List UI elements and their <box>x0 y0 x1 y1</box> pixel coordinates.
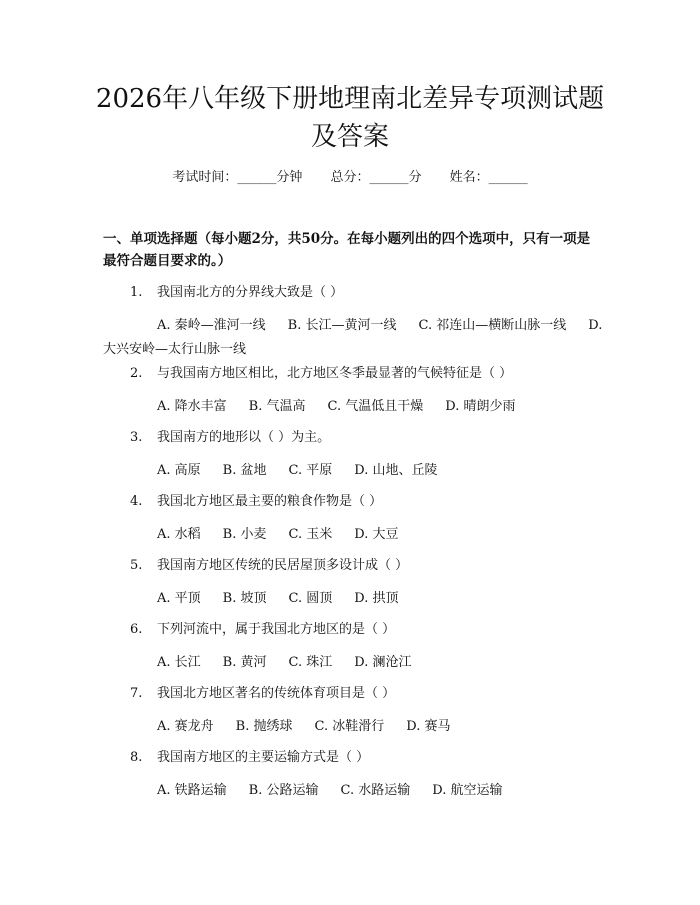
page-title: 2026年八年级下册地理南北差异专项测试题及答案 <box>95 84 605 152</box>
option-c: C. 冰鞋滑行 <box>314 719 385 734</box>
question-text: 我国南方地区传统的民居屋顶多设计成（ ） <box>157 558 409 573</box>
option-a: A. 铁路运输 <box>157 783 227 798</box>
question-6 <box>103 619 603 675</box>
question-text: 我国南方地区的主要运输方式是（ ） <box>157 750 370 765</box>
question-3 <box>103 427 603 483</box>
option-b: B. 抛绣球 <box>235 719 293 734</box>
question-options <box>103 587 603 611</box>
option-a: A. 水稻 <box>157 527 201 542</box>
question-stem <box>103 619 603 641</box>
option-c: C. 珠江 <box>288 655 333 670</box>
question-options <box>103 395 603 419</box>
question-number: 4. <box>130 494 143 509</box>
student-name: 姓名：______ <box>449 170 528 185</box>
option-b: B. 盆地 <box>222 463 267 478</box>
option-b: B. 长江—黄河一线 <box>287 318 397 333</box>
option-d: D. 澜沧江 <box>354 655 412 670</box>
question-text: 我国南北方的分界线大致是（ ） <box>157 285 344 300</box>
question-stem <box>103 747 603 769</box>
question-options <box>103 314 603 362</box>
question-options <box>103 715 603 739</box>
question-1 <box>103 282 603 362</box>
question-8 <box>103 747 603 803</box>
option-a: A. 降水丰富 <box>157 399 227 414</box>
option-d: D. 拱顶 <box>354 591 399 606</box>
option-b: B. 气温高 <box>248 399 306 414</box>
option-b: B. 公路运输 <box>248 783 319 798</box>
option-c: C. 祁连山—横断山脉一线 <box>418 318 567 333</box>
exam-time: 考试时间：______分钟 <box>172 170 303 185</box>
question-5 <box>103 555 603 611</box>
question-text: 我国北方地区最主要的粮食作物是（ ） <box>157 494 383 509</box>
question-stem <box>103 555 603 577</box>
option-a: A. 高原 <box>157 463 201 478</box>
question-2 <box>103 363 603 419</box>
question-options <box>103 459 603 483</box>
option-d: D. 航空运输 <box>432 783 503 798</box>
option-b: B. 黄河 <box>222 655 267 670</box>
option-c: C. 玉米 <box>288 527 333 542</box>
question-number: 5. <box>130 558 143 573</box>
option-c: C. 水路运输 <box>340 783 411 798</box>
option-a: A. 秦岭—淮河一线 <box>157 318 266 333</box>
option-b: B. 小麦 <box>222 527 267 542</box>
option-a: A. 赛龙舟 <box>157 719 214 734</box>
question-stem <box>103 491 603 513</box>
question-text: 下列河流中，属于我国北方地区的是（ ） <box>157 622 396 637</box>
question-options <box>103 651 603 675</box>
question-text: 我国北方地区著名的传统体育项目是（ ） <box>157 686 396 701</box>
question-text: 我国南方的地形以（ ）为主。 <box>157 430 331 445</box>
question-number: 7. <box>130 686 143 701</box>
question-number: 2. <box>130 366 143 381</box>
option-b: B. 坡顶 <box>222 591 267 606</box>
question-number: 1. <box>130 285 143 300</box>
option-a: A. 平顶 <box>157 591 201 606</box>
option-c: C. 平原 <box>288 463 333 478</box>
question-stem <box>103 282 603 304</box>
option-d: D. 大兴安岭—太行山脉一线 <box>103 318 603 357</box>
question-number: 8. <box>130 750 143 765</box>
question-number: 3. <box>130 430 143 445</box>
question-options <box>103 523 603 547</box>
section-heading: 一、单项选择题（每小题2分，共50分。在每小题列出的四个选项中，只有一项是最符合题目要求的。） <box>103 231 591 269</box>
total-score: 总分：______分 <box>330 170 422 185</box>
option-c: C. 圆顶 <box>288 591 333 606</box>
question-stem <box>103 683 603 705</box>
exam-meta <box>0 168 700 188</box>
question-number: 6. <box>130 622 143 637</box>
question-7 <box>103 683 603 739</box>
question-stem <box>103 363 603 385</box>
option-d: D. 大豆 <box>354 527 399 542</box>
question-stem <box>103 427 603 449</box>
question-4 <box>103 491 603 547</box>
option-d: D. 赛马 <box>406 719 451 734</box>
question-text: 与我国南方地区相比，北方地区冬季最显著的气候特征是（ ） <box>157 366 513 381</box>
option-a: A. 长江 <box>157 655 201 670</box>
option-c: C. 气温低且干燥 <box>327 399 424 414</box>
option-d: D. 晴朗少雨 <box>445 399 516 414</box>
question-options <box>103 779 603 803</box>
option-d: D. 山地、丘陵 <box>354 463 438 478</box>
